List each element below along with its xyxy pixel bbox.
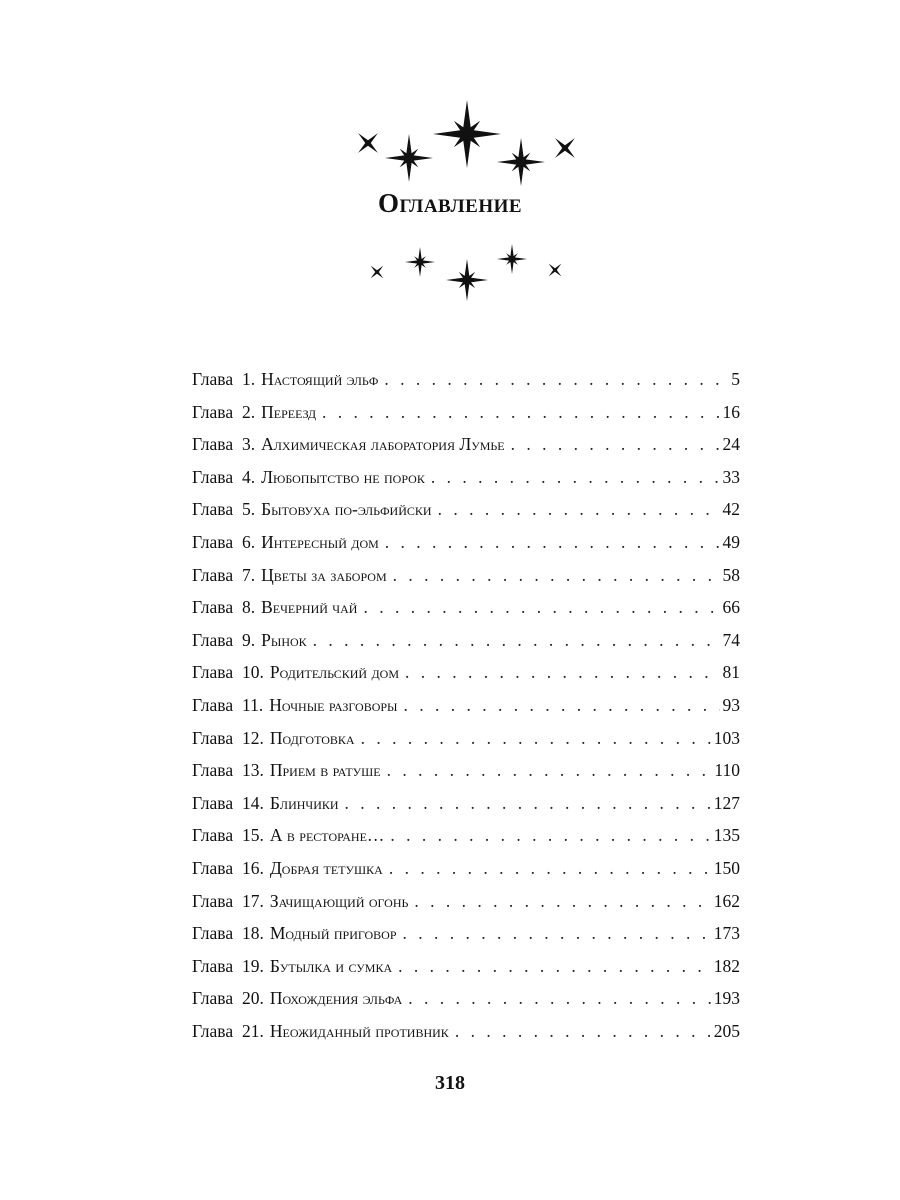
dot-leader — [404, 695, 720, 716]
chapter-label: Глава — [192, 662, 234, 683]
star-icon — [433, 100, 501, 168]
star-icon — [405, 247, 435, 277]
dot-leader — [385, 532, 720, 553]
chapter-label: Глава — [192, 564, 234, 585]
toc-entry[interactable] — [192, 565, 740, 598]
chapter-title: Похождения эльфа — [269, 988, 403, 1009]
star-icon — [545, 128, 585, 168]
chapter-label: Глава — [192, 499, 234, 520]
chapter-title: А в ресторане… — [269, 825, 385, 846]
chapter-label: Глава — [192, 857, 234, 878]
dot-leader — [389, 858, 711, 879]
chapter-label: Глава — [192, 369, 234, 389]
chapter-page: 24 — [722, 434, 740, 455]
chapter-number: 20. — [242, 988, 264, 1009]
toc-entry[interactable] — [192, 532, 740, 565]
chapter-label: Глава — [192, 694, 234, 715]
chapter-number: 1. — [242, 369, 256, 389]
dot-leader — [345, 793, 711, 814]
chapter-title: Любопытство не порок — [261, 466, 425, 487]
dot-leader — [322, 402, 719, 423]
star-icon — [446, 259, 488, 301]
chapter-number: 6. — [242, 531, 256, 552]
toc-entry[interactable] — [192, 988, 740, 1021]
chapter-number: 19. — [242, 955, 264, 976]
toc-entry[interactable] — [192, 467, 740, 500]
chapter-page: 58 — [722, 564, 740, 585]
chapter-label: Глава — [192, 434, 234, 455]
chapter-label: Глава — [192, 629, 234, 650]
chapter-page: 81 — [722, 662, 740, 683]
chapter-title: Вечерний чай — [261, 597, 358, 618]
toc-entry[interactable] — [192, 402, 740, 435]
chapter-title: Зачищающий огонь — [269, 890, 409, 911]
dot-leader — [393, 565, 720, 586]
toc-entry[interactable] — [192, 923, 740, 956]
chapter-number: 12. — [242, 727, 264, 748]
chapter-page: 33 — [722, 466, 740, 487]
chapter-number: 21. — [242, 1020, 264, 1041]
chapter-page: 173 — [713, 923, 740, 944]
chapter-title: Прием в ратуше — [269, 760, 381, 781]
toc-entry[interactable] — [192, 825, 740, 858]
chapter-page: 135 — [713, 825, 740, 846]
chapter-label: Глава — [192, 923, 234, 944]
chapter-title: Алхимическая лаборатория Лумье — [261, 434, 505, 455]
page-number: 318 — [435, 1072, 465, 1094]
chapter-number: 9. — [242, 629, 256, 650]
chapter-number: 10. — [242, 662, 264, 683]
star-icon — [497, 138, 545, 186]
chapter-number: 18. — [242, 923, 264, 944]
toc-entry[interactable] — [192, 369, 740, 402]
chapter-title: Настоящий эльф — [261, 369, 379, 389]
toc-entry[interactable] — [192, 793, 740, 826]
chapter-number: 17. — [242, 890, 264, 911]
chapter-page: 93 — [722, 694, 740, 715]
toc-entry[interactable] — [192, 630, 740, 663]
chapter-title: Модный приговор — [269, 923, 397, 944]
toc-entry[interactable] — [192, 891, 740, 924]
chapter-page: 127 — [713, 792, 740, 813]
dot-leader — [398, 956, 711, 977]
dot-leader — [390, 825, 710, 846]
toc-entry[interactable] — [192, 956, 740, 989]
chapter-number: 13. — [242, 760, 264, 781]
table-of-contents — [192, 369, 740, 1053]
chapter-number: 4. — [242, 466, 256, 487]
chapter-label: Глава — [192, 760, 234, 781]
chapter-page: 16 — [722, 401, 740, 422]
chapter-number: 8. — [242, 597, 256, 618]
dot-leader — [361, 728, 711, 749]
chapter-page: 103 — [713, 727, 740, 748]
chapter-label: Глава — [192, 531, 234, 552]
toc-entry[interactable] — [192, 858, 740, 891]
dot-leader — [511, 434, 720, 455]
chapter-label: Глава — [192, 890, 234, 911]
chapter-number: 5. — [242, 499, 256, 520]
chapter-label: Глава — [192, 401, 234, 422]
dot-leader — [363, 597, 719, 618]
dot-leader — [438, 499, 720, 520]
toc-entry[interactable] — [192, 597, 740, 630]
chapter-label: Глава — [192, 1020, 234, 1041]
dot-leader — [431, 467, 720, 488]
chapter-page: 205 — [713, 1020, 740, 1041]
toc-entry[interactable] — [192, 662, 740, 695]
chapter-page: 49 — [722, 531, 740, 552]
chapter-title: Бутылка и сумка — [269, 955, 393, 976]
chapter-label: Глава — [192, 597, 234, 618]
toc-entry[interactable] — [192, 434, 740, 467]
chapter-page: 182 — [713, 955, 740, 976]
dot-leader — [384, 369, 728, 390]
chapter-page: 42 — [722, 499, 740, 520]
chapter-number: 3. — [242, 434, 256, 455]
chapter-label: Глава — [192, 466, 234, 487]
dot-leader — [403, 923, 711, 944]
decorative-stars — [0, 0, 900, 320]
chapter-label: Глава — [192, 727, 234, 748]
star-icon — [385, 134, 433, 182]
toc-entry[interactable] — [192, 728, 740, 761]
chapter-number: 14. — [242, 792, 264, 813]
chapter-number: 7. — [242, 564, 256, 585]
chapter-page: 162 — [713, 890, 740, 911]
chapter-title: Бытовуха по-эльфийски — [261, 499, 432, 520]
chapter-page: 150 — [713, 857, 740, 878]
chapter-number: 11. — [242, 694, 264, 715]
chapter-title: Неожиданный противник — [269, 1020, 449, 1041]
chapter-title: Интересный дом — [261, 531, 379, 552]
page-title: Оглавление — [377, 188, 523, 218]
chapter-label: Глава — [192, 825, 234, 846]
chapter-page: 66 — [722, 597, 740, 618]
dot-leader — [408, 988, 711, 1009]
chapter-title: Ночные разговоры — [269, 694, 398, 715]
star-icon — [542, 257, 567, 282]
chapter-title: Добрая тетушка — [269, 857, 383, 878]
chapter-label: Глава — [192, 955, 234, 976]
chapter-title: Цветы за забором — [261, 564, 387, 585]
star-icon — [497, 244, 527, 274]
chapter-title: Блинчики — [269, 792, 339, 813]
dot-leader — [405, 662, 720, 683]
chapter-title: Родительский дом — [269, 662, 399, 683]
chapter-number: 15. — [242, 825, 264, 846]
chapter-page: 193 — [713, 988, 740, 1009]
toc-entry[interactable] — [192, 499, 740, 532]
toc-entry[interactable] — [192, 1021, 740, 1054]
chapter-number: 2. — [242, 401, 256, 422]
chapter-title: Переезд — [261, 401, 317, 422]
chapter-label: Глава — [192, 988, 234, 1009]
toc-entry[interactable] — [192, 760, 740, 793]
chapter-number: 16. — [242, 857, 264, 878]
chapter-title: Рынок — [261, 629, 307, 650]
chapter-page: 74 — [722, 629, 740, 650]
star-icon — [364, 259, 389, 284]
chapter-page: 110 — [714, 760, 740, 781]
chapter-label: Глава — [192, 792, 234, 813]
toc-entry[interactable] — [192, 695, 740, 728]
chapter-title: Подготовка — [269, 727, 355, 748]
star-icon — [348, 123, 388, 163]
chapter-page: 5 — [731, 369, 740, 389]
dot-leader — [455, 1021, 711, 1042]
dot-leader — [414, 891, 710, 912]
dot-leader — [387, 760, 712, 781]
dot-leader — [313, 630, 720, 651]
